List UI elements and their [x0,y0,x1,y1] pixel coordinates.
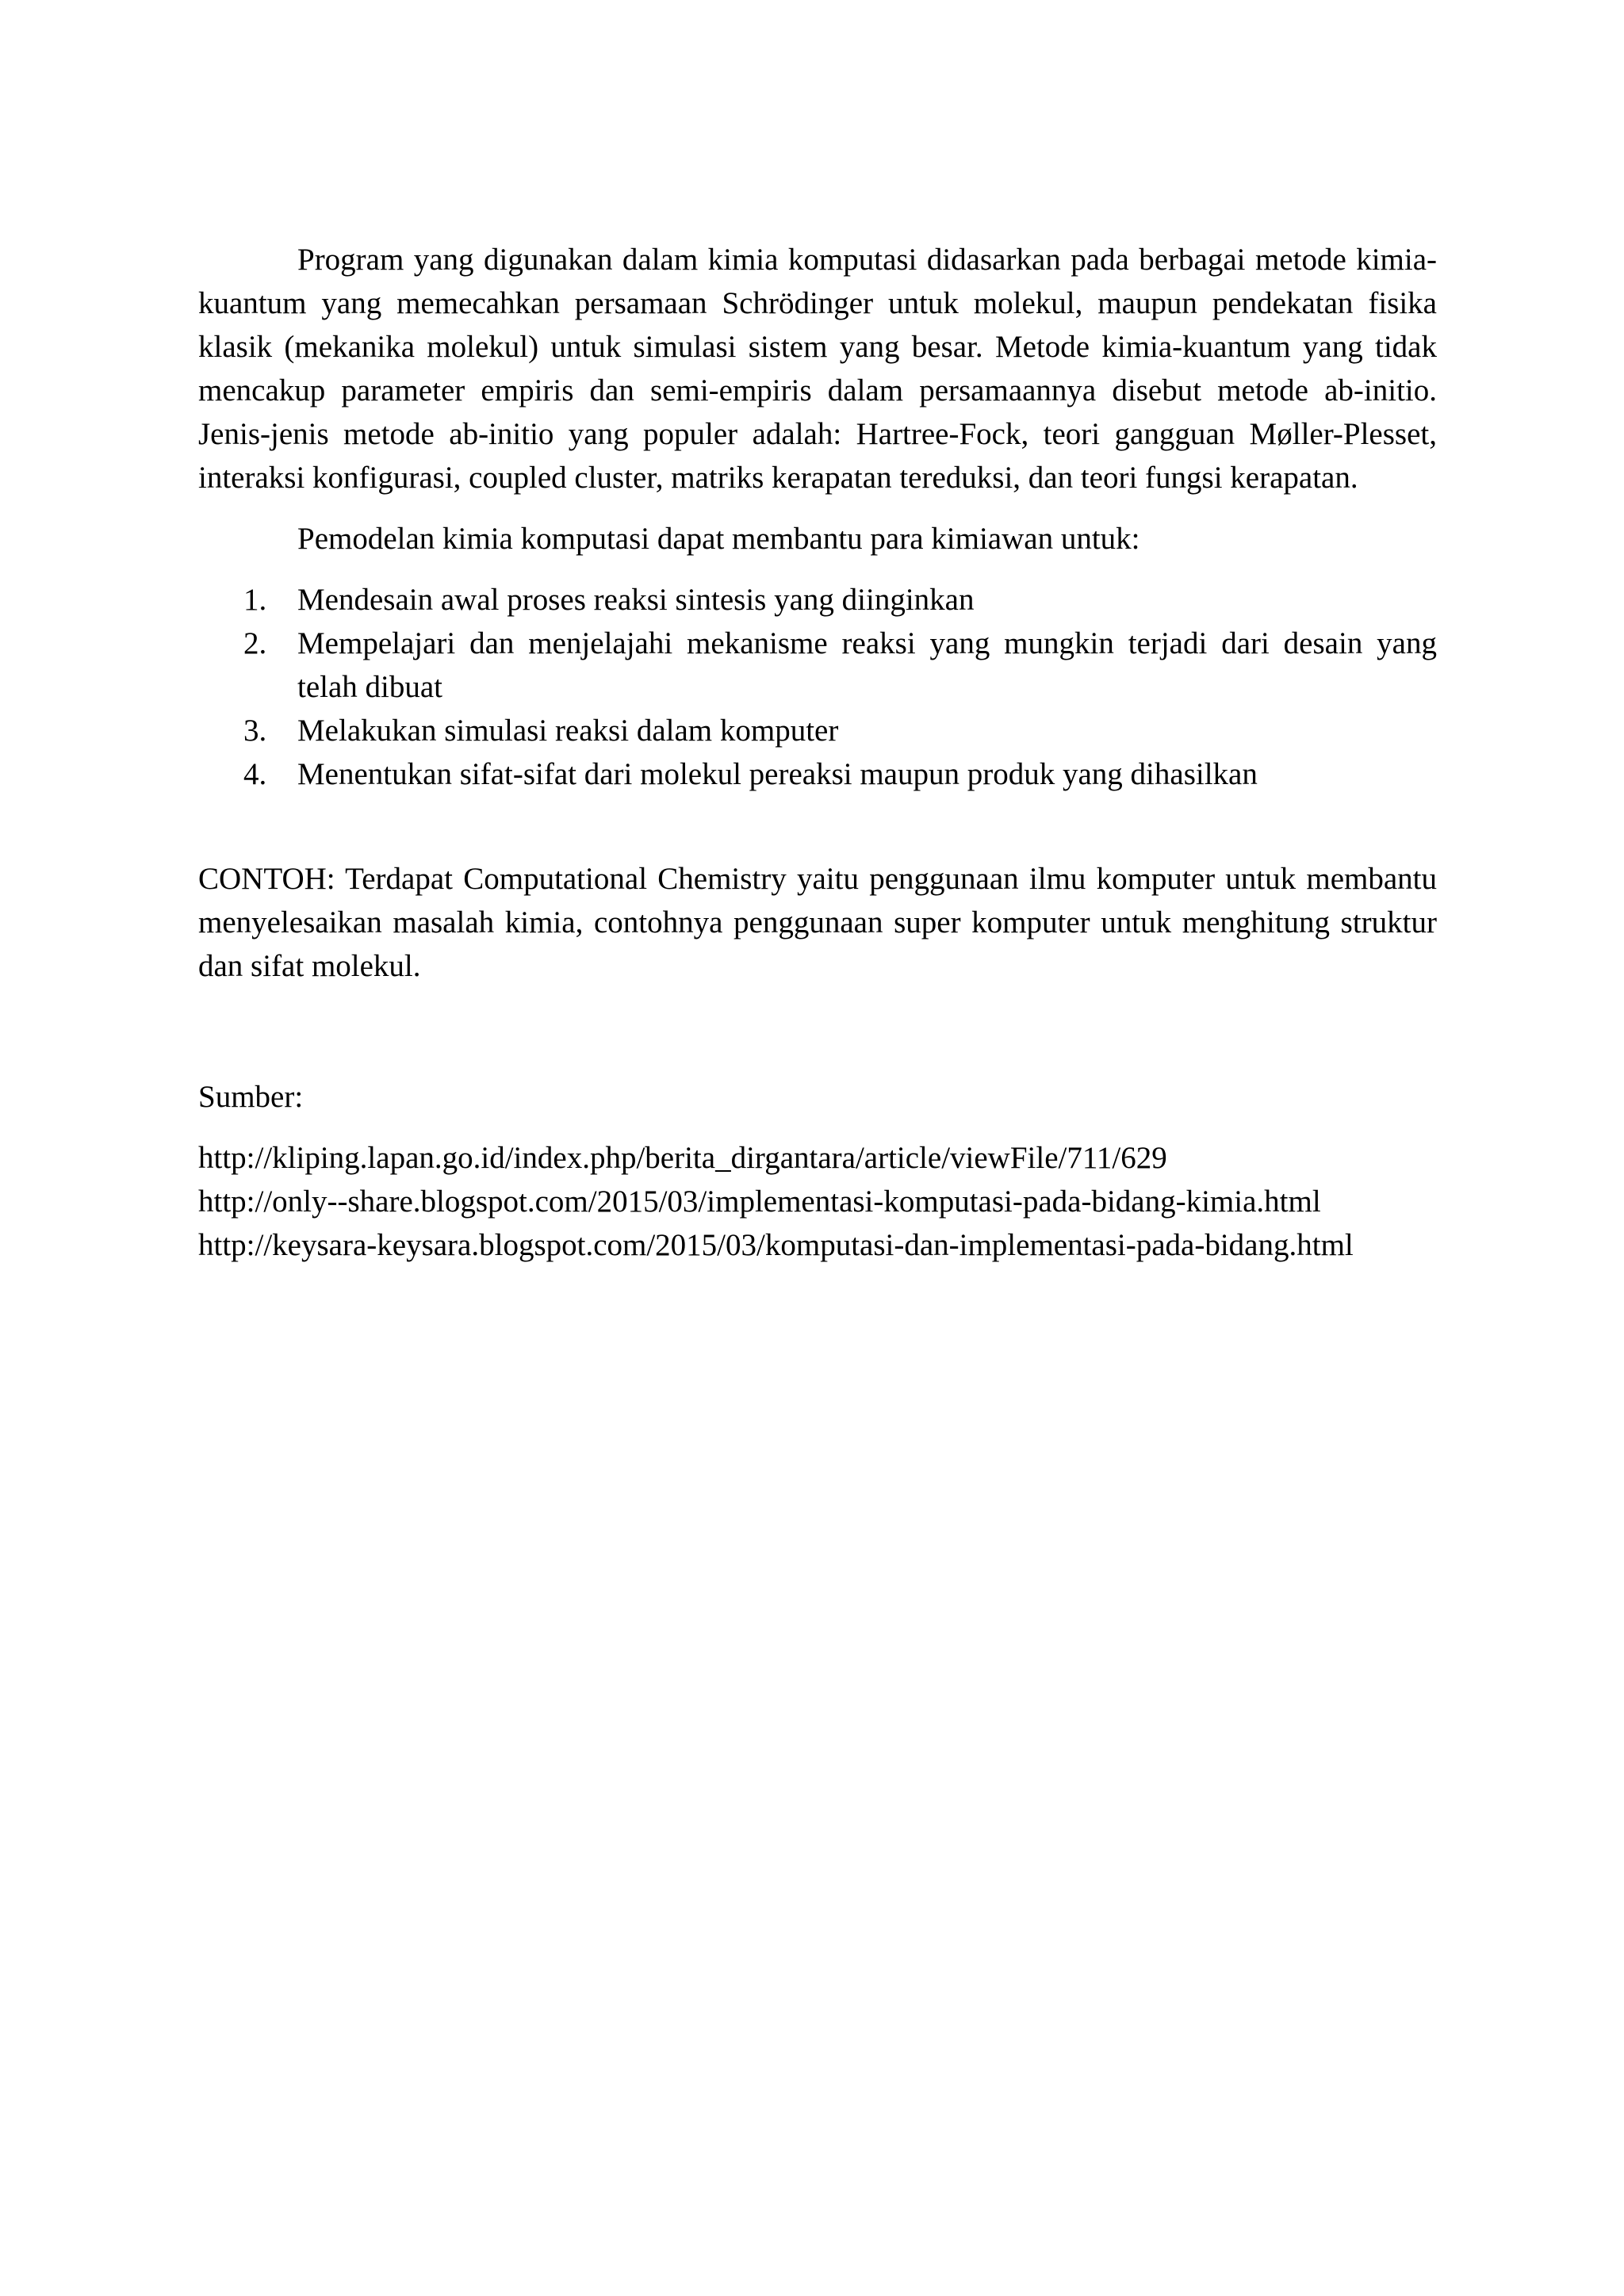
example-paragraph: CONTOH: Terdapat Computational Chemistry yaitu penggunaan ilmu komputer untuk membantu menyelesaikan masalah kimia, contohnya penggunaan super komputer untuk menghitung struktur dan sifat molekul. [198,862,1437,983]
list-item-number: 1. [243,583,267,617]
list-item [198,752,1437,796]
list-item [198,622,1437,709]
intro-paragraph: Program yang digunakan dalam kimia komputasi didasarkan pada berbagai metode kimia-kuantum yang memecahkan persamaan Schrödinger untuk molekul, maupun pendekatan fisika klasik (mekanika molekul) untuk simulasi sistem yang besar. Metode kimia-kuantum yang tidak mencakup parameter empiris dan semi-empiris dalam persamaannya disebut metode ab-initio. Jenis-jenis metode ab-initio yang populer adalah: Hartree-Fock, teori gangguan Møller-Plesset, interaksi konfigurasi, coupled cluster, matriks kerapatan tereduksi, dan teori fungsi kerapatan. [198,243,1437,495]
list-item [198,709,1437,752]
document-body [198,238,1437,1267]
source-link[interactable]: http://only--share.blogspot.com/2015/03/implementasi-komputasi-pada-bidang-kimia.html [198,1184,1321,1219]
benefits-list [198,578,1437,796]
list-item-text: Melakukan simulasi reaksi dalam komputer [297,714,839,748]
list-item-number: 3. [243,714,267,748]
list-item-text: Mendesain awal proses reaksi sintesis yang diinginkan [297,583,975,617]
list-item [198,578,1437,622]
source-link[interactable]: http://keysara-keysara.blogspot.com/2015/03/komputasi-dan-implementasi-pada-bidang.html [198,1228,1354,1262]
source-link[interactable]: http://kliping.lapan.go.id/index.php/berita_dirgantara/article/viewFile/711/629 [198,1141,1167,1175]
sources-heading: Sumber: [198,1080,304,1114]
list-item-number: 2. [243,626,267,660]
list-item-text: Menentukan sifat-sifat dari molekul pereaksi maupun produk yang dihasilkan [297,757,1258,791]
list-item-text: Mempelajari dan menjelajahi mekanisme reaksi yang mungkin terjadi dari desain yang telah dibuat [297,626,1437,704]
modeling-paragraph: Pemodelan kimia komputasi dapat membantu para kimiawan untuk: [297,522,1140,556]
list-item-number: 4. [243,757,267,791]
sources-list [198,1136,1437,1267]
